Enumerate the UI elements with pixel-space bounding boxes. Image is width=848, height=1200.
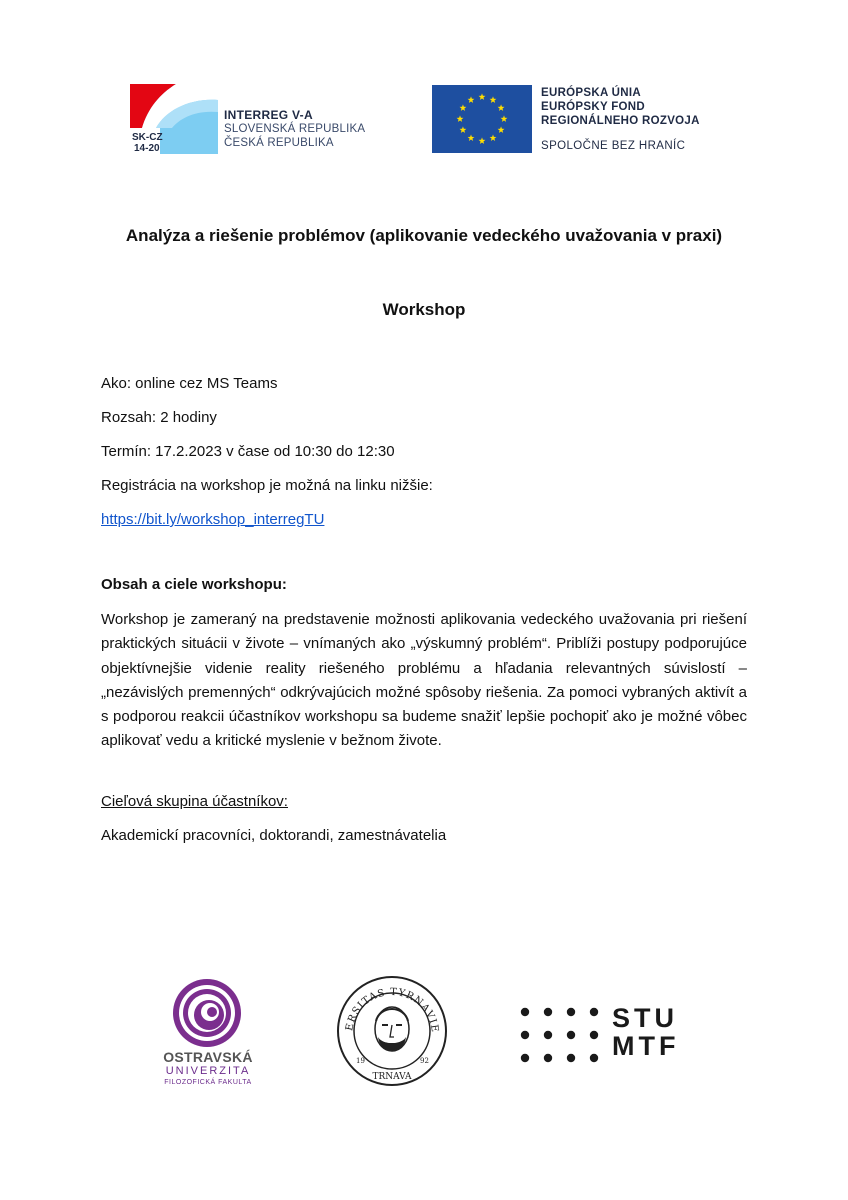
- ostravska-faculty: FILOZOFICKÁ FAKULTA: [164, 1079, 252, 1086]
- seal-year-left: 19: [356, 1057, 365, 1065]
- eu-line-2: EURÓPSKY FOND: [541, 101, 646, 113]
- eu-flag-graphic: [432, 85, 532, 153]
- stu-dot: [590, 1054, 598, 1062]
- info-termin: Termín: 17.2.2023 v čase od 10:30 do 12:30: [101, 443, 395, 460]
- obsah-paragraph: Workshop je zameraný na predstavenie možnosti aplikovania vedeckého uvažovania pri riešení praktických situácii v živote – vnímaných ako „výskumný problém“. Priblíži postupy podporujúce objektívnejšie videnie reality riešeného problému a hľadania relevantných súvislostí – „nezávislých premenných“ odkrývajúcich možné spôsoby riešenia. Za pomoci vybraných aktivít a s podporou reakcii účastníkov workshopu sa budeme snažiť lepšie pochopiť ako je možné vôbec aplikovať vedu a kritické myslenie v bežnom živote.: [101, 611, 747, 750]
- stu-dot: [544, 1008, 552, 1016]
- stu-dots-graphic: [520, 1006, 604, 1064]
- interreg-country-1: SLOVENSKÁ REPUBLIKA: [224, 123, 366, 135]
- stu-logo-text: [612, 1004, 679, 1060]
- tyrnavia-seal-icon: [336, 975, 448, 1087]
- interreg-text: [224, 108, 365, 150]
- document-subtitle: Workshop: [382, 300, 466, 319]
- stu-name: STU: [612, 1003, 678, 1033]
- ostravska-name-1: OSTRAVSKÁ: [163, 1049, 253, 1065]
- registration-link[interactable]: https://bit.ly/workshop_interregTU: [101, 511, 325, 528]
- seal-bottom-text: TRNAVA: [372, 1072, 412, 1082]
- eu-line-3: REGIONÁLNEHO ROZVOJA: [541, 115, 700, 127]
- interreg-logo: [130, 84, 218, 154]
- ostravska-swirl-graphic: [172, 978, 242, 1048]
- ostravska-name-2: UNIVERZITA: [165, 1065, 251, 1077]
- eu-line-1: EURÓPSKA ÚNIA: [541, 87, 641, 99]
- eu-text: [541, 86, 700, 152]
- document-title: Analýza a riešenie problémov (aplikovanie vedeckého uvažovania v praxi): [125, 226, 723, 245]
- seal-year-right: 92: [420, 1057, 429, 1065]
- interreg-title: INTERREG V-A: [224, 108, 313, 122]
- seal-ring-text: ERSITAS TYRNAVIE: [344, 986, 441, 1034]
- cielova-text: Akademickí pracovníci, doktorandi, zamestnávatelia: [101, 827, 447, 844]
- stu-dot: [590, 1008, 598, 1016]
- interreg-country-2: ČESKÁ REPUBLIKA: [224, 137, 334, 149]
- stu-dot: [544, 1031, 552, 1039]
- cielova-heading: Cieľová skupina účastníkov:: [101, 793, 288, 810]
- stu-dots-icon: [520, 1006, 604, 1064]
- stu-dot: [544, 1054, 552, 1062]
- stu-dot: [567, 1054, 575, 1062]
- eu-flag-icon: [432, 85, 532, 153]
- stu-dot: [521, 1054, 529, 1062]
- interreg-badge-graphic: [130, 84, 218, 154]
- stu-dot: [567, 1031, 575, 1039]
- stu-dot: [521, 1031, 529, 1039]
- mtf-name: MTF: [612, 1031, 680, 1061]
- stu-dot: [567, 1008, 575, 1016]
- interreg-badge-code: SK-CZ: [132, 132, 163, 143]
- interreg-badge-years: 14-20: [134, 143, 160, 154]
- stu-dot: [590, 1031, 598, 1039]
- obsah-heading: Obsah a ciele workshopu:: [101, 576, 287, 593]
- ostravska-logo-text: [160, 1050, 256, 1088]
- tyrnavia-seal-graphic: [336, 975, 448, 1087]
- stu-dot: [521, 1008, 529, 1016]
- eu-motto: SPOLOČNE BEZ HRANÍC: [541, 140, 686, 152]
- info-registracia: Registrácia na workshop je možná na linku nižšie:: [101, 477, 433, 494]
- ostravska-logo-icon: [172, 978, 242, 1048]
- info-rozsah: Rozsah: 2 hodiny: [101, 409, 217, 426]
- info-ako: Ako: online cez MS Teams: [101, 375, 278, 392]
